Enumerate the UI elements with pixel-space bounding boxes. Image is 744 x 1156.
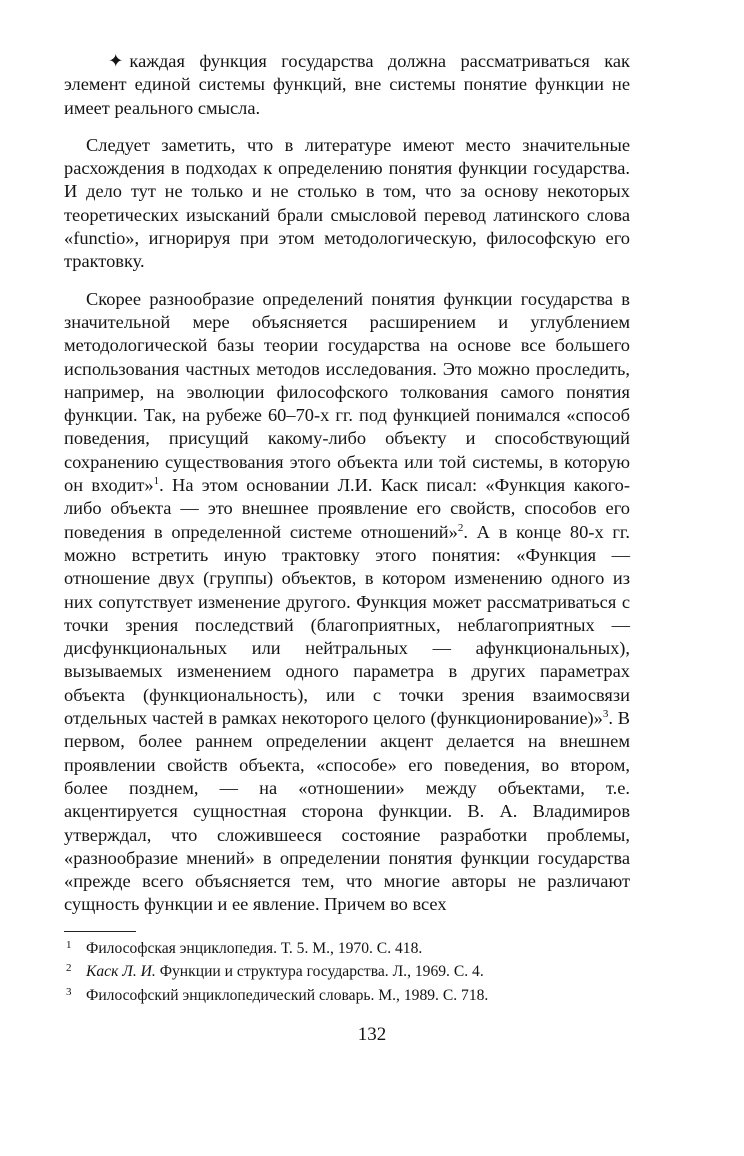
footnote-number: 2 bbox=[66, 962, 72, 975]
footnotes bbox=[64, 938, 630, 1009]
page-number: 132 bbox=[357, 1024, 387, 1045]
paragraph-3-part-d: . В первом, более раннем определении акцент делается на внешнем проявлении свойств объекта, «способе» его поведения, во втором, более позднем, — на «отношении» между объектами, т.е. акцентируется сущностная сторона функции. В. А. Владимиров утверждал, что сложившееся состояние разработки проблемы, «разнообразие мнений» в определении понятия функции государства «прежде всего объясняется тем, что многие авторы не различают сущность функции и ее явление. Причем во всех bbox=[64, 708, 630, 915]
footnote-citation: Функции и структура государства. Л., 1969. С. 4. bbox=[155, 963, 484, 981]
paragraph-3-part-b: . На этом основании Л.И. Каск писал: «Функция какого-либо объекта — это внешнее проявление его свойств, способов его поведения в определенной системе отношений» bbox=[64, 475, 630, 542]
paragraph-3-part-c: . А в конце 80-х гг. можно встретить иную трактовку этого понятия: «Функция — отношение двух (группы) объектов, в котором изменению одного из них сопутствует изменение другого. Функция может рассматриваться с точки зрения последствий (благоприятных, неблагоприятных — дисфункциональных или нейтральных — афункциональных), вызываемых изменением одного параметра в других параметрах объекта (функциональность), или с точки зрения взаимосвязи отдельных частей в рамках некоторого целого (функционирование)» bbox=[64, 521, 630, 729]
footnote-ref-3: 3 bbox=[602, 707, 609, 720]
footnote-1 bbox=[64, 938, 630, 962]
footnote-number: 3 bbox=[66, 985, 72, 998]
footnote-citation: Философская энциклопедия. Т. 5. М., 1970. С. 418. bbox=[86, 939, 423, 957]
footnote-ref-1: 1 bbox=[153, 474, 160, 487]
footnote-divider bbox=[64, 931, 136, 932]
paragraph-2: Следует заметить, что в литературе имеют место значительные расхождения в подходах к определению понятия функции государства. И дело тут не только и не столько в том, что за основу некоторых теоретических изысканий брали смысловой перевод латинского слова «functio», игнорируя при этом методологическую, философскую его трактовку. bbox=[64, 134, 630, 272]
footnote-2 bbox=[64, 961, 630, 985]
paragraph-3 bbox=[64, 288, 630, 917]
footnote-author: Каск Л. И. bbox=[86, 963, 156, 981]
page-content bbox=[64, 50, 630, 1008]
footnote-3 bbox=[64, 985, 630, 1009]
paragraph-3-part-a: Скорее разнообразие определений понятия функции государства в значительной мере объясняется расширением и углублением методологической базы теории государства на основе все большего использования частных методов исследования. Это можно проследить, например, на эволюции философского толкования самого понятия функции. Так, на рубеже 60–70-х гг. под функцией понимался «способ поведения, присущий какому-либо объекту и способствующий сохранению существования этого объекта или той системы, в которую он входит» bbox=[64, 288, 630, 496]
footnote-citation: Философский энциклопедический словарь. М., 1989. С. 718. bbox=[86, 986, 489, 1004]
bullet-icon: ✦ bbox=[108, 51, 124, 71]
footnote-text bbox=[86, 938, 422, 960]
footnote-text bbox=[86, 985, 488, 1007]
footnote-ref-2: 2 bbox=[457, 521, 464, 534]
footnote-number: 1 bbox=[66, 938, 72, 951]
bullet-paragraph bbox=[64, 50, 630, 120]
footnote-text bbox=[86, 961, 484, 983]
bullet-text: каждая функция государства должна рассматриваться как элемент единой системы функций, вне системы понятие функции не имеет реального смысла. bbox=[64, 51, 630, 118]
